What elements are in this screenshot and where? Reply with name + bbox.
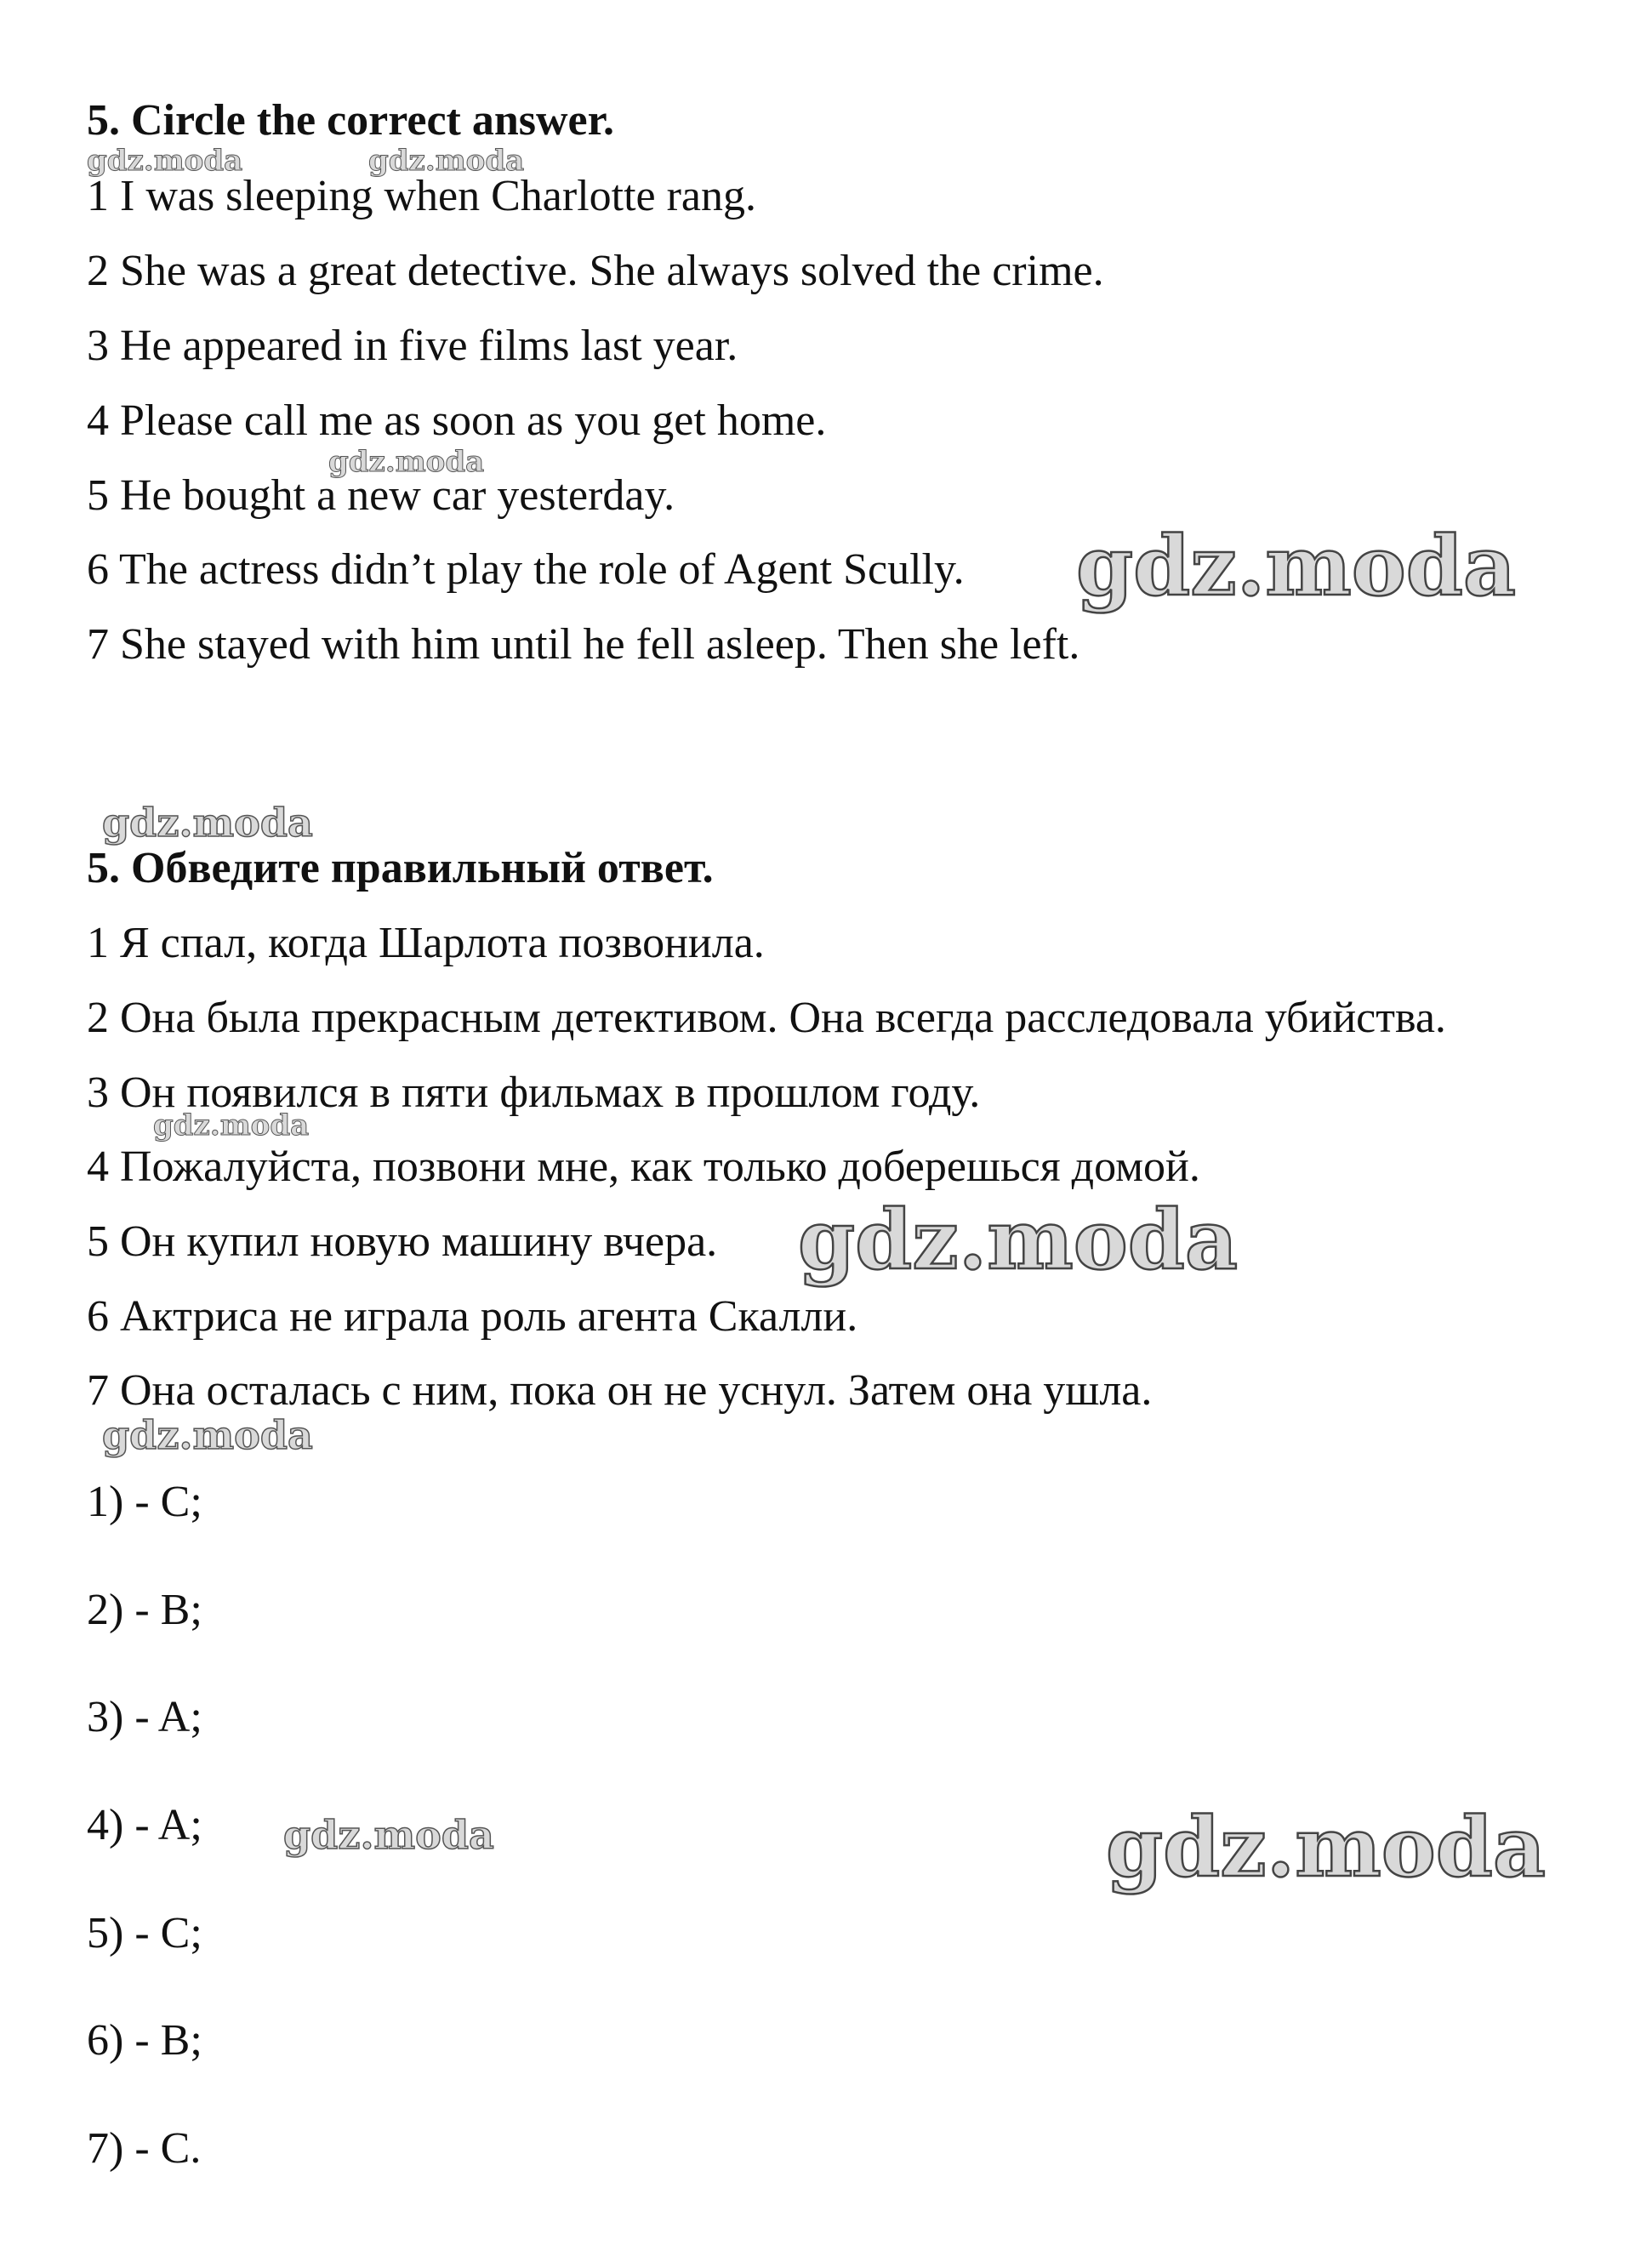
answer-2: 2) - B; [87,1586,202,1634]
russian-line-4: 4 Пожалуйста, позвони мне, как только доберешься домой. [87,1142,1200,1191]
russian-line-1: 1 Я спал, когда Шарлота позвонила. [87,919,765,967]
watermark: gdz.moda [87,144,243,178]
english-line-7: 7 She stayed with him until he fell asleep. Then she left. [87,620,1080,669]
watermark: gdz.moda [102,800,313,846]
watermark: gdz.moda [102,1412,313,1458]
watermark: gdz.moda [368,144,525,178]
watermark: gdz.moda [798,1192,1239,1288]
russian-heading: 5. Обведите правильный ответ. [87,844,714,892]
watermark: gdz.moda [1106,1799,1547,1895]
english-line-3: 3 He appeared in five films last year. [87,322,738,370]
russian-line-6: 6 Актриса не играла роль агента Скалли. [87,1292,858,1341]
english-line-6: 6 The actress didn’t play the role of Agent Scully. [87,545,965,594]
english-line-1: 1 I was sleeping when Charlotte rang. [87,172,757,220]
watermark: gdz.moda [1076,518,1517,614]
answer-6: 6) - B; [87,2016,202,2065]
russian-line-7: 7 Она осталась с ним, пока он не уснул. Затем она ушла. [87,1366,1153,1415]
english-line-5: 5 He bought a new car yesterday. [87,471,675,520]
russian-line-5: 5 Он купил новую машину вчера. [87,1217,718,1266]
english-line-4: 4 Please call me as soon as you get home. [87,396,827,445]
answer-1: 1) - C; [87,1478,202,1526]
answer-3: 3) - A; [87,1693,202,1741]
russian-line-3: 3 Он появился в пяти фильмах в прошлом году. [87,1068,981,1117]
watermark: gdz.moda [328,445,485,479]
english-heading: 5. Circle the correct answer. [87,96,614,145]
watermark: gdz.moda [283,1812,494,1858]
answer-5: 5) - C; [87,1909,202,1957]
answer-7: 7) - C. [87,2124,202,2173]
russian-line-2: 2 Она была прекрасным детективом. Она всегда расследовала убийства. [87,994,1446,1042]
watermark: gdz.moda [153,1108,310,1142]
english-line-2: 2 She was a great detective. She always solved the crime. [87,247,1104,295]
answer-4: 4) - A; [87,1801,202,1849]
